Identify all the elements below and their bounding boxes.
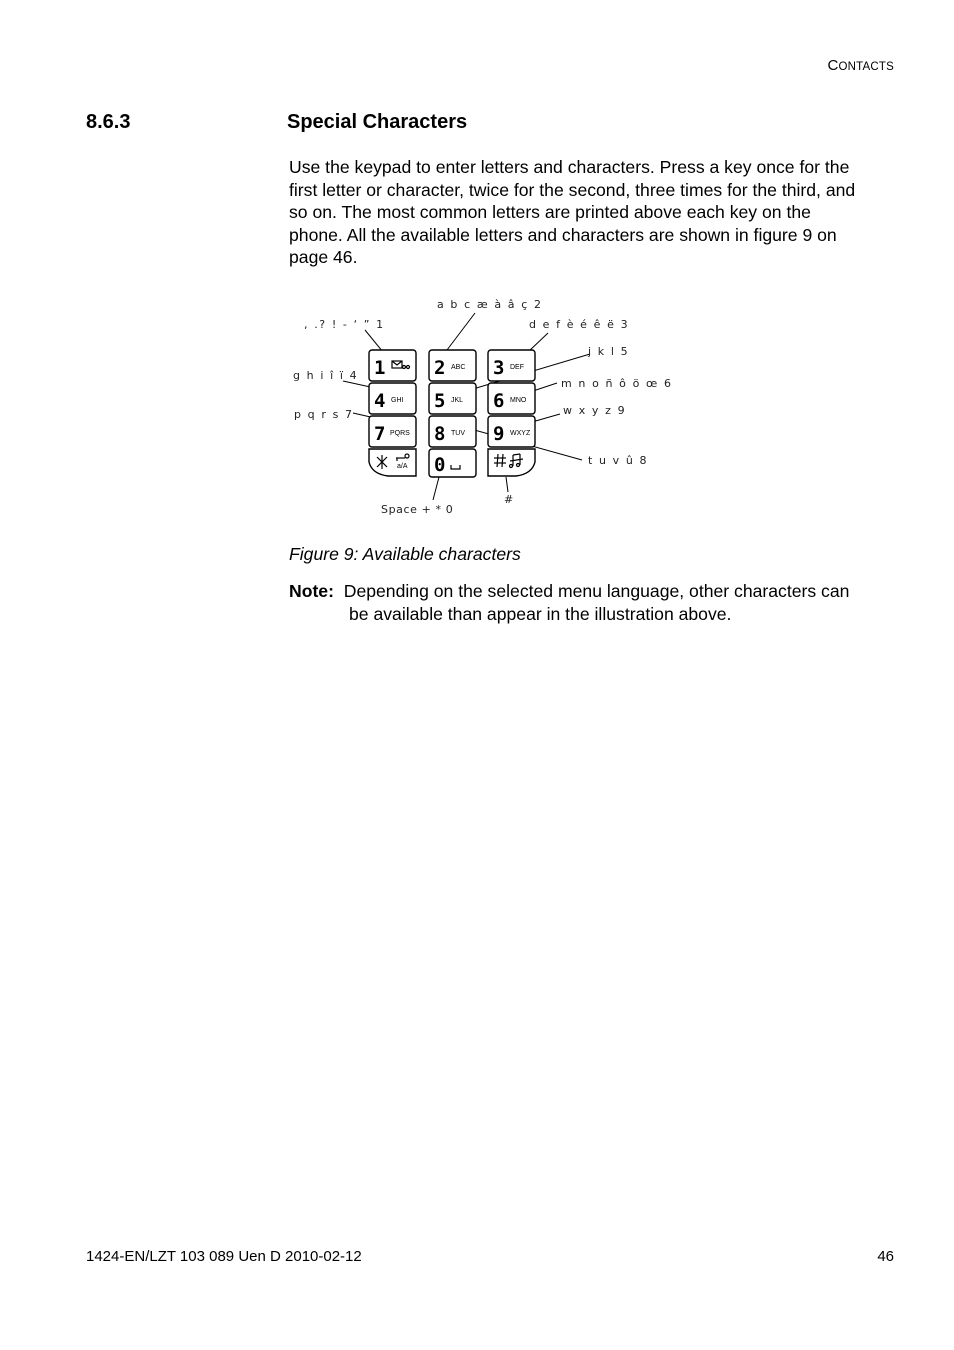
label-key-3: d e f è é ê ë 3 — [529, 318, 630, 331]
document-id: 1424-EN/LZT 103 089 Uen D 2010-02-12 — [86, 1248, 362, 1265]
digit-8: 8 — [434, 423, 446, 445]
label-key-9: w x y z 9 — [563, 404, 627, 417]
digit-5: 5 — [434, 390, 446, 412]
letters-5: JKL — [451, 397, 464, 404]
note-text-1: Depending on the selected menu language, other characters can — [343, 581, 850, 601]
label-key-hash: # — [504, 493, 515, 506]
letters-6: MNO — [510, 397, 527, 404]
letters-3: DEF — [510, 364, 524, 371]
letters-4: GHI — [391, 397, 404, 404]
header-initial: C — [827, 57, 839, 74]
label-key-8: t u v û 8 — [588, 454, 649, 467]
key-star — [369, 449, 416, 476]
label-key-5: j k l 5 — [588, 345, 630, 358]
label-key-0: Space + * 0 — [381, 503, 454, 516]
letters-2: ABC — [451, 364, 466, 371]
body-line: page 46. — [289, 247, 358, 267]
page-number: 46 — [877, 1248, 894, 1265]
leader-line-hash — [506, 477, 508, 492]
digit-3: 3 — [493, 357, 505, 379]
digit-6: 6 — [493, 390, 505, 412]
body-line: first letter or character, twice for the second, three times for the third, and — [289, 179, 856, 200]
note-block — [289, 580, 901, 625]
letters-7: PQRS — [390, 430, 410, 437]
letters-8: TUV — [451, 430, 465, 437]
body-line: phone. All the available letters and characters are shown in figure 9 on — [289, 224, 837, 245]
digit-1: 1 — [374, 357, 386, 379]
digit-4: 4 — [374, 390, 386, 412]
digit-9: 9 — [493, 423, 505, 445]
label-key-6: m n o ñ ô ö œ 6 — [561, 377, 673, 390]
leader-line-2 — [447, 313, 475, 350]
note-label: Note: — [289, 581, 334, 601]
body-paragraph — [289, 156, 901, 269]
header-rest: ONTACTS — [838, 61, 894, 73]
letters-9: WXYZ — [510, 430, 531, 437]
keypad-illustration — [280, 288, 680, 528]
body-line: Use the keypad to enter letters and characters. Press a key once for the — [289, 157, 850, 177]
running-header — [827, 57, 894, 74]
body-line: so on. The most common letters are printed above each key on the — [289, 202, 811, 222]
leader-line-0 — [433, 477, 439, 500]
digit-2: 2 — [434, 357, 446, 379]
label-key-4: g h i î ï 4 — [293, 369, 359, 382]
digit-0: 0 — [434, 454, 446, 476]
leader-line-1 — [365, 330, 383, 352]
label-key-7: p q r s 7 — [294, 408, 354, 421]
note-line-2: be available than appear in the illustration above. — [349, 603, 732, 624]
note-line-1 — [289, 580, 901, 603]
leader-line-3 — [528, 333, 548, 352]
digit-7: 7 — [374, 423, 386, 445]
section-number: 8.6.3 — [86, 111, 131, 133]
keypad-figure — [280, 288, 680, 528]
label-key-2: a b c æ à â ç 2 — [437, 298, 543, 311]
section-title: Special Characters — [287, 111, 468, 133]
character-labels — [293, 298, 673, 516]
label-key-1: , .? ! - ‘ ” 1 — [304, 318, 385, 331]
case-toggle-label: a/A — [397, 463, 408, 470]
figure-caption: Figure 9: Available characters — [289, 544, 521, 564]
